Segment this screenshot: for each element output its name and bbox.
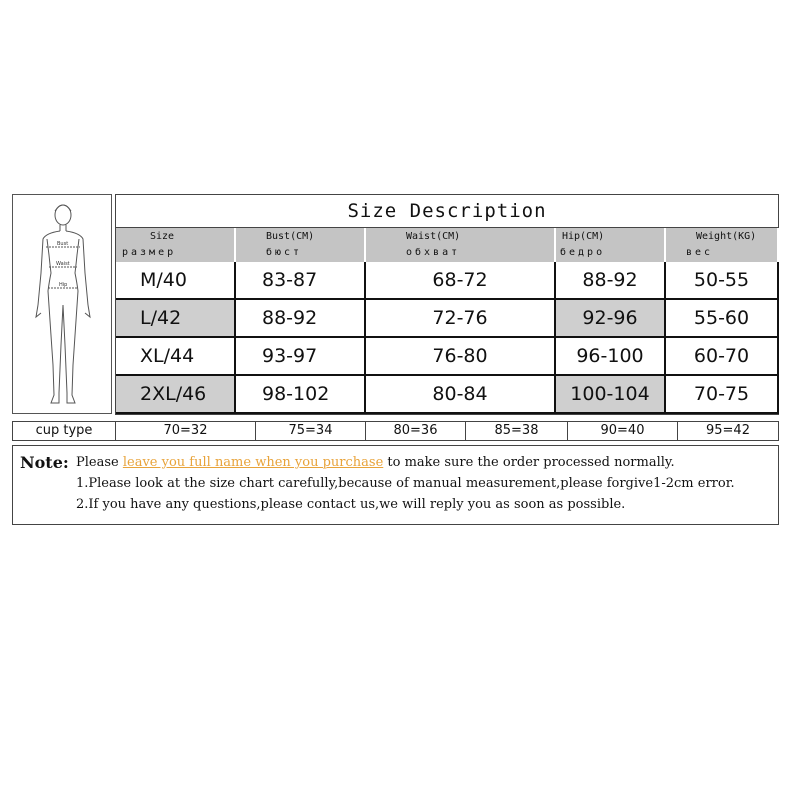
size-cell: XL/44 bbox=[116, 338, 236, 376]
size-cell: L/42 bbox=[116, 300, 236, 338]
header-bust-en: Bust(CM) bbox=[266, 231, 315, 242]
hip-cell: 96-100 bbox=[556, 338, 666, 376]
header-waist bbox=[366, 228, 556, 262]
hip-cell: 92-96 bbox=[556, 300, 666, 338]
header-bust-ru: бюст bbox=[266, 247, 303, 258]
note-line-1 bbox=[76, 455, 675, 470]
cup-type-cell: 70=32 bbox=[116, 422, 256, 440]
cup-type-cell: 85=38 bbox=[466, 422, 568, 440]
cup-type-cell: 75=34 bbox=[256, 422, 366, 440]
cup-type-cell: 90=40 bbox=[568, 422, 678, 440]
table-row bbox=[116, 262, 778, 300]
waist-cell: 68-72 bbox=[366, 262, 556, 300]
header-size-ru: размер bbox=[122, 247, 177, 258]
waist-cell: 72-76 bbox=[366, 300, 556, 338]
table-row bbox=[116, 300, 778, 338]
bust-cell: 98-102 bbox=[236, 376, 366, 414]
hip-cell: 100-104 bbox=[556, 376, 666, 414]
waist-cell: 80-84 bbox=[366, 376, 556, 414]
header-weight-en: Weight(KG) bbox=[696, 231, 757, 242]
table-row bbox=[116, 376, 778, 414]
weight-cell: 70-75 bbox=[666, 376, 779, 414]
weight-cell: 60-70 bbox=[666, 338, 779, 376]
header-waist-en: Waist(CM) bbox=[406, 231, 461, 242]
note-box bbox=[12, 445, 779, 525]
note-label: Note: bbox=[20, 453, 69, 472]
weight-cell: 50-55 bbox=[666, 262, 779, 300]
size-chart-title: Size Description bbox=[116, 195, 778, 228]
header-weight-ru: вес bbox=[686, 247, 714, 258]
note-line-1-end: to make sure the order processed normally. bbox=[383, 455, 675, 470]
weight-cell: 55-60 bbox=[666, 300, 779, 338]
header-size-en: Size bbox=[150, 231, 175, 242]
cup-type-cell: 80=36 bbox=[366, 422, 466, 440]
cup-type-label: cup type bbox=[13, 422, 116, 440]
bust-cell: 88-92 bbox=[236, 300, 366, 338]
header-weight bbox=[666, 228, 779, 262]
figure-label-waist: Waist bbox=[56, 261, 70, 267]
body-figure-panel bbox=[12, 194, 112, 414]
size-chart-table bbox=[115, 194, 779, 415]
figure-label-hip: Hip bbox=[59, 282, 68, 288]
size-cell: 2XL/46 bbox=[116, 376, 236, 414]
bust-cell: 83-87 bbox=[236, 262, 366, 300]
header-hip bbox=[556, 228, 666, 262]
header-size bbox=[116, 228, 236, 262]
header-hip-en: Hip(CM) bbox=[562, 231, 605, 242]
header-hip-ru: бедро bbox=[560, 247, 606, 258]
header-waist-ru: обхват bbox=[406, 247, 461, 258]
body-figure-illustration bbox=[13, 195, 113, 415]
note-line-2: 1.Please look at the size chart carefully,because of manual measurement,please forgive1-2cm error. bbox=[76, 476, 735, 491]
cup-type-row bbox=[12, 421, 779, 441]
note-line-1-start: Please bbox=[76, 455, 123, 470]
bust-cell: 93-97 bbox=[236, 338, 366, 376]
hip-cell: 88-92 bbox=[556, 262, 666, 300]
table-row bbox=[116, 338, 778, 376]
note-name-link[interactable]: leave you full name when you purchase bbox=[122, 455, 384, 470]
size-chart-header-row bbox=[116, 228, 778, 262]
note-line-3: 2.If you have any questions,please contact us,we will reply you as soon as possible. bbox=[76, 497, 626, 512]
waist-cell: 76-80 bbox=[366, 338, 556, 376]
header-bust bbox=[236, 228, 366, 262]
figure-label-bust: Bust bbox=[57, 241, 69, 247]
cup-type-cell: 95=42 bbox=[706, 423, 750, 438]
size-cell: M/40 bbox=[116, 262, 236, 300]
